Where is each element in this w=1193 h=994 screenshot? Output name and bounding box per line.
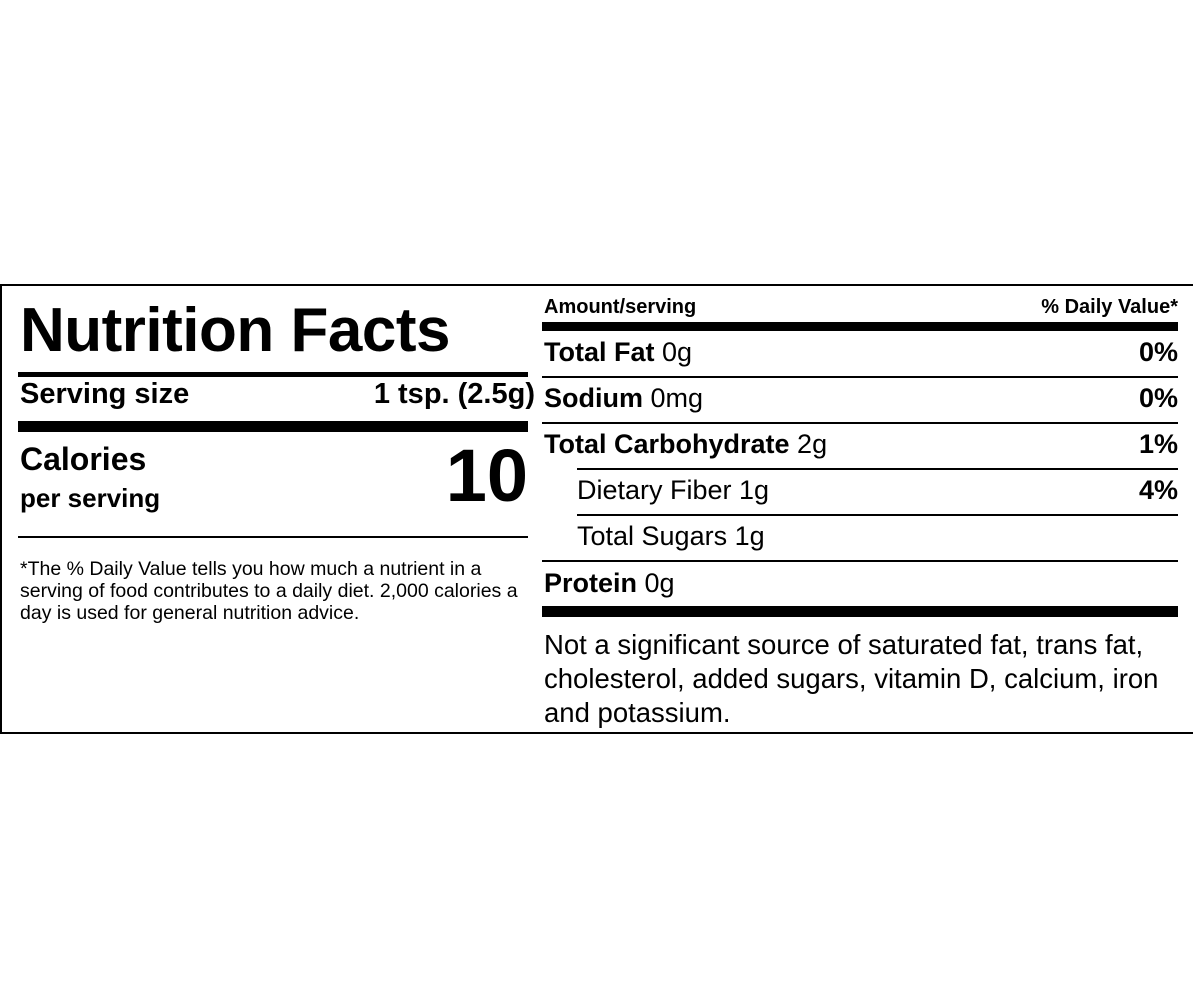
nutrient-name: Sodium 0mg (544, 383, 704, 413)
nutrient-name: Total Fat 0g (544, 337, 693, 367)
calories-sublabel: per serving (20, 483, 161, 513)
daily-value-header: % Daily Value* (1041, 296, 1178, 318)
label-title: Nutrition Facts (20, 296, 450, 365)
nutrient-name: Total Sugars 1g (577, 521, 765, 551)
not-significant-source-note: Not a significant source of saturated fat, trans fat, cholesterol, added sugars, vitamin D, calcium, iron and potassium. (544, 629, 1159, 728)
nutrient-dv: 1% (1138, 429, 1178, 459)
nutrient-dv: 4% (1138, 475, 1178, 505)
nutrient-row-protein (542, 562, 1178, 602)
nutrient-dv: 0% (1138, 337, 1178, 367)
calories-divider (18, 536, 528, 538)
title-divider (18, 372, 528, 377)
nutrient-header (544, 296, 1178, 319)
nutrient-row-total-sugars (542, 515, 1178, 555)
nutrient-name: Total Carbohydrate 2g (544, 429, 828, 459)
nutrition-label (0, 284, 1193, 734)
calories-block (20, 434, 528, 539)
serving-size-label: Serving size (20, 378, 190, 410)
nutrient-row-total-fat (542, 331, 1178, 371)
nutrient-name: Protein 0g (544, 568, 675, 598)
nutrient-name: Dietary Fiber 1g (577, 475, 770, 505)
protein-divider (542, 606, 1178, 617)
right-column (542, 286, 1178, 732)
calories-label: Calories (20, 441, 147, 477)
serving-divider (18, 421, 528, 432)
header-divider (542, 322, 1178, 331)
serving-size-row (20, 378, 535, 410)
nutrient-row-dietary-fiber (542, 469, 1178, 509)
calories-value: 10 (445, 434, 528, 517)
daily-value-footnote: *The % Daily Value tells you how much a nutrient in a serving of food contributes to a daily diet. 2,000 calories a day is used for general nutrition advice. (20, 558, 518, 624)
amount-per-serving-header: Amount/serving (544, 296, 697, 318)
nutrient-row-sodium (542, 377, 1178, 417)
nutrient-row-total-carbohydrate (542, 423, 1178, 463)
left-column (18, 286, 535, 732)
nutrient-dv: 0% (1138, 383, 1178, 413)
serving-size-value: 1 tsp. (2.5g) (373, 378, 535, 410)
